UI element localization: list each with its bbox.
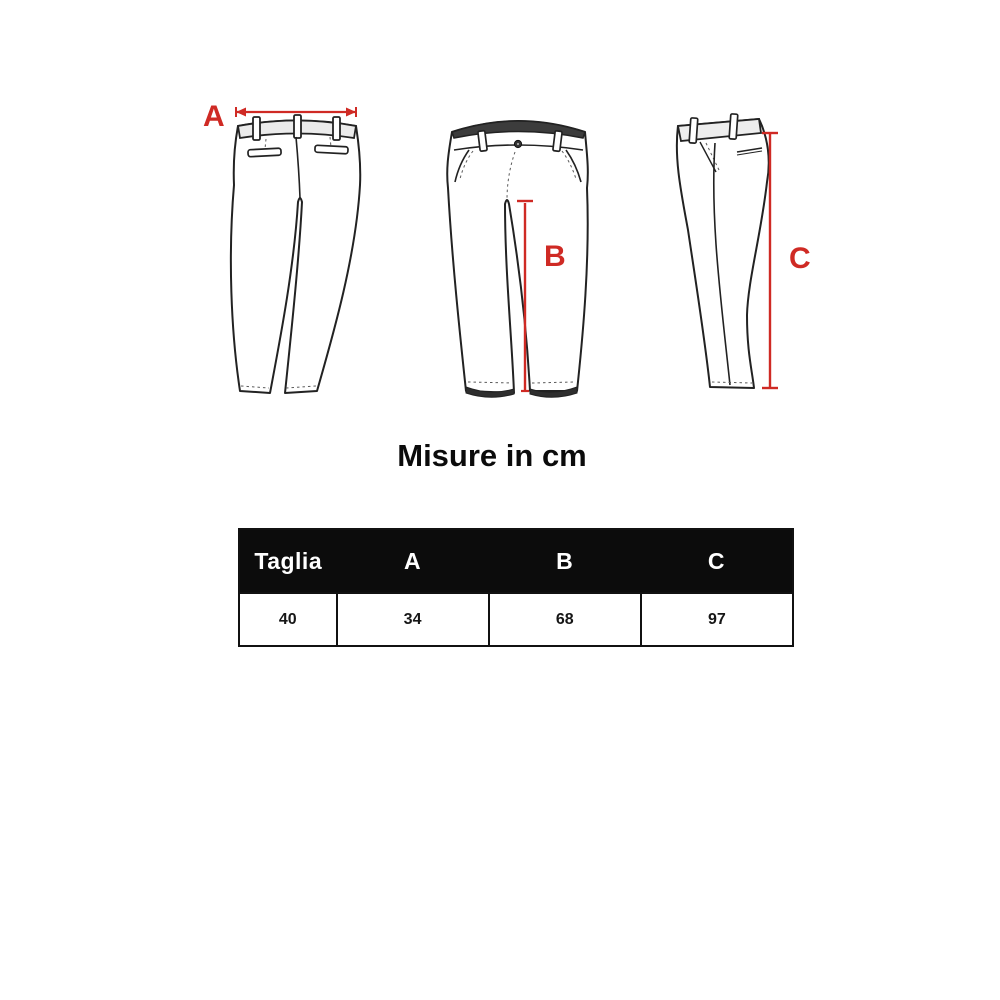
measure-label-c: C	[789, 242, 812, 275]
back-pocket-welt	[315, 145, 348, 154]
belt-loop	[478, 131, 487, 152]
size-table	[238, 528, 794, 647]
belt-loop	[553, 131, 562, 152]
arrowhead-left	[236, 108, 246, 117]
col-header-b: B	[489, 529, 641, 593]
belt-loop	[253, 117, 260, 140]
size-table-header-row	[239, 529, 793, 593]
cell-measure-c: 97	[641, 593, 793, 646]
pants-front-view-drawing	[435, 100, 605, 405]
cell-taglia: 40	[239, 593, 337, 646]
measure-label-a: A	[203, 100, 226, 133]
belt-loop	[729, 114, 738, 139]
size-table-row	[239, 593, 793, 646]
cell-measure-b: 68	[489, 593, 641, 646]
arrowhead-right	[346, 108, 356, 117]
pants-back-view-drawing	[222, 100, 372, 405]
col-header-taglia: Taglia	[239, 529, 337, 593]
belt-loop	[294, 115, 301, 138]
units-title: Misure in cm	[397, 438, 587, 473]
back-silhouette	[231, 121, 360, 394]
cell-measure-a: 34	[337, 593, 489, 646]
front-silhouette	[447, 121, 588, 393]
col-header-a: A	[337, 529, 489, 593]
belt-loop	[333, 117, 340, 140]
belt-loop	[689, 118, 698, 143]
side-silhouette	[677, 119, 769, 388]
waist-button-hole	[517, 143, 519, 145]
back-pocket-welt	[248, 148, 281, 157]
col-header-c: C	[641, 529, 793, 593]
measure-label-b: B	[544, 240, 567, 273]
